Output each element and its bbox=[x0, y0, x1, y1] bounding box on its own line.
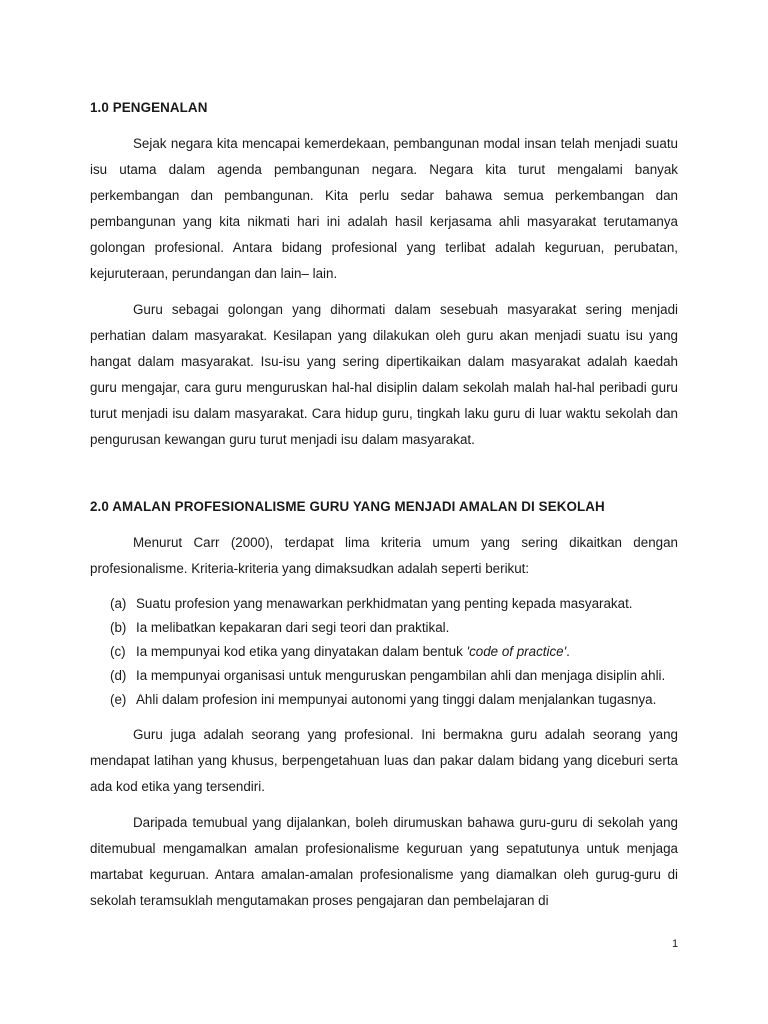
list-item-after: . bbox=[566, 644, 570, 659]
list-item-text: Ia melibatkan kepakaran dari segi teori dan praktikal. bbox=[136, 620, 450, 635]
list-marker: (d) bbox=[110, 668, 127, 683]
list-item bbox=[90, 664, 678, 688]
list-item-text: Ia mempunyai kod etika yang dinyatakan dalam bentuk bbox=[136, 644, 467, 659]
list-item-text: Suatu profesion yang menawarkan perkhidmatan yang penting kepada masyarakat. bbox=[136, 596, 633, 611]
section-1-paragraph-2: Guru sebagai golongan yang dihormati dalam sesebuah masyarakat sering menjadi perhatian dalam masyarakat. Kesilapan yang dilakukan oleh guru akan menjadi suatu isu yang hangat dalam masyarakat. Isu-isu yang sering dipertikaikan dalam masyarakat adalah kaedah guru mengajar, cara guru menguruskan hal-hal disiplin dalam sekolah malah hal-hal peribadi guru turut menjadi isu dalam masyarakat. Cara hidup guru, tingkah laku guru di luar waktu sekolah dan pengurusan kewangan guru turut menjadi isu dalam masyarakat. bbox=[90, 302, 678, 447]
list-item bbox=[90, 592, 678, 616]
list-marker: (e) bbox=[110, 692, 127, 707]
section-2-paragraph-1: Guru juga adalah seorang yang profesional. Ini bermakna guru adalah seorang yang mendapat latihan yang khusus, berpengetahuan luas dan pakar dalam bidang yang diceburi serta ada kod etika yang tersendiri. bbox=[90, 727, 678, 794]
section-1-paragraph-1: Sejak negara kita mencapai kemerdekaan, pembangunan modal insan telah menjadi suatu isu utama dalam agenda pembangunan negara. Negara kita turut mengalami banyak perkembangan dan pembangunan. Kita perlu sedar bahawa semua perkembangan dan pembangunan yang kita nikmati hari ini adalah hasil kerjasama ahli masyarakat terutamanya golongan profesional. Antara bidang profesional yang terlibat adalah keguruan, perubatan, kejuruteraan, perundangan dan lain– lain. bbox=[90, 136, 678, 281]
page-content bbox=[90, 98, 678, 924]
list-item-text: Ahli dalam profesion ini mempunyai autonomi yang tinggi dalam menjalankan tugasnya. bbox=[136, 692, 657, 707]
list-item bbox=[90, 688, 678, 712]
list-item bbox=[90, 616, 678, 640]
list-item bbox=[90, 640, 678, 664]
page-number: 1 bbox=[672, 938, 679, 950]
section-1-heading: 1.0 PENGENALAN bbox=[90, 100, 208, 115]
list-marker: (a) bbox=[110, 596, 127, 611]
list-marker: (c) bbox=[110, 644, 126, 659]
section-2-paragraph-2: Daripada temubual yang dijalankan, boleh dirumuskan bahawa guru-guru di sekolah yang ditemubual mengamalkan amalan profesionalisme keguruan yang sepatutunya untuk menjaga martabat keguruan. Antara amalan-amalan profesionalisme yang diamalkan oleh gurug-guru di sekolah teramsuklah mengutamakan proses pengajaran dan pembelajaran di bbox=[90, 815, 678, 908]
section-2-intro: Menurut Carr (2000), terdapat lima kriteria umum yang sering dikaitkan dengan profesionalisme. Kriteria-kriteria yang dimaksudkan adalah seperti berikut: bbox=[90, 535, 678, 576]
list-item-text: Ia mempunyai organisasi untuk menguruskan pengambilan ahli dan menjaga disiplin ahli. bbox=[136, 668, 666, 683]
list-marker: (b) bbox=[110, 620, 127, 635]
section-2-heading: 2.0 AMALAN PROFESIONALISME GURU YANG MENJADI AMALAN DI SEKOLAH bbox=[90, 499, 605, 514]
criteria-list bbox=[90, 592, 678, 712]
list-item-italic: 'code of practice' bbox=[466, 644, 567, 659]
